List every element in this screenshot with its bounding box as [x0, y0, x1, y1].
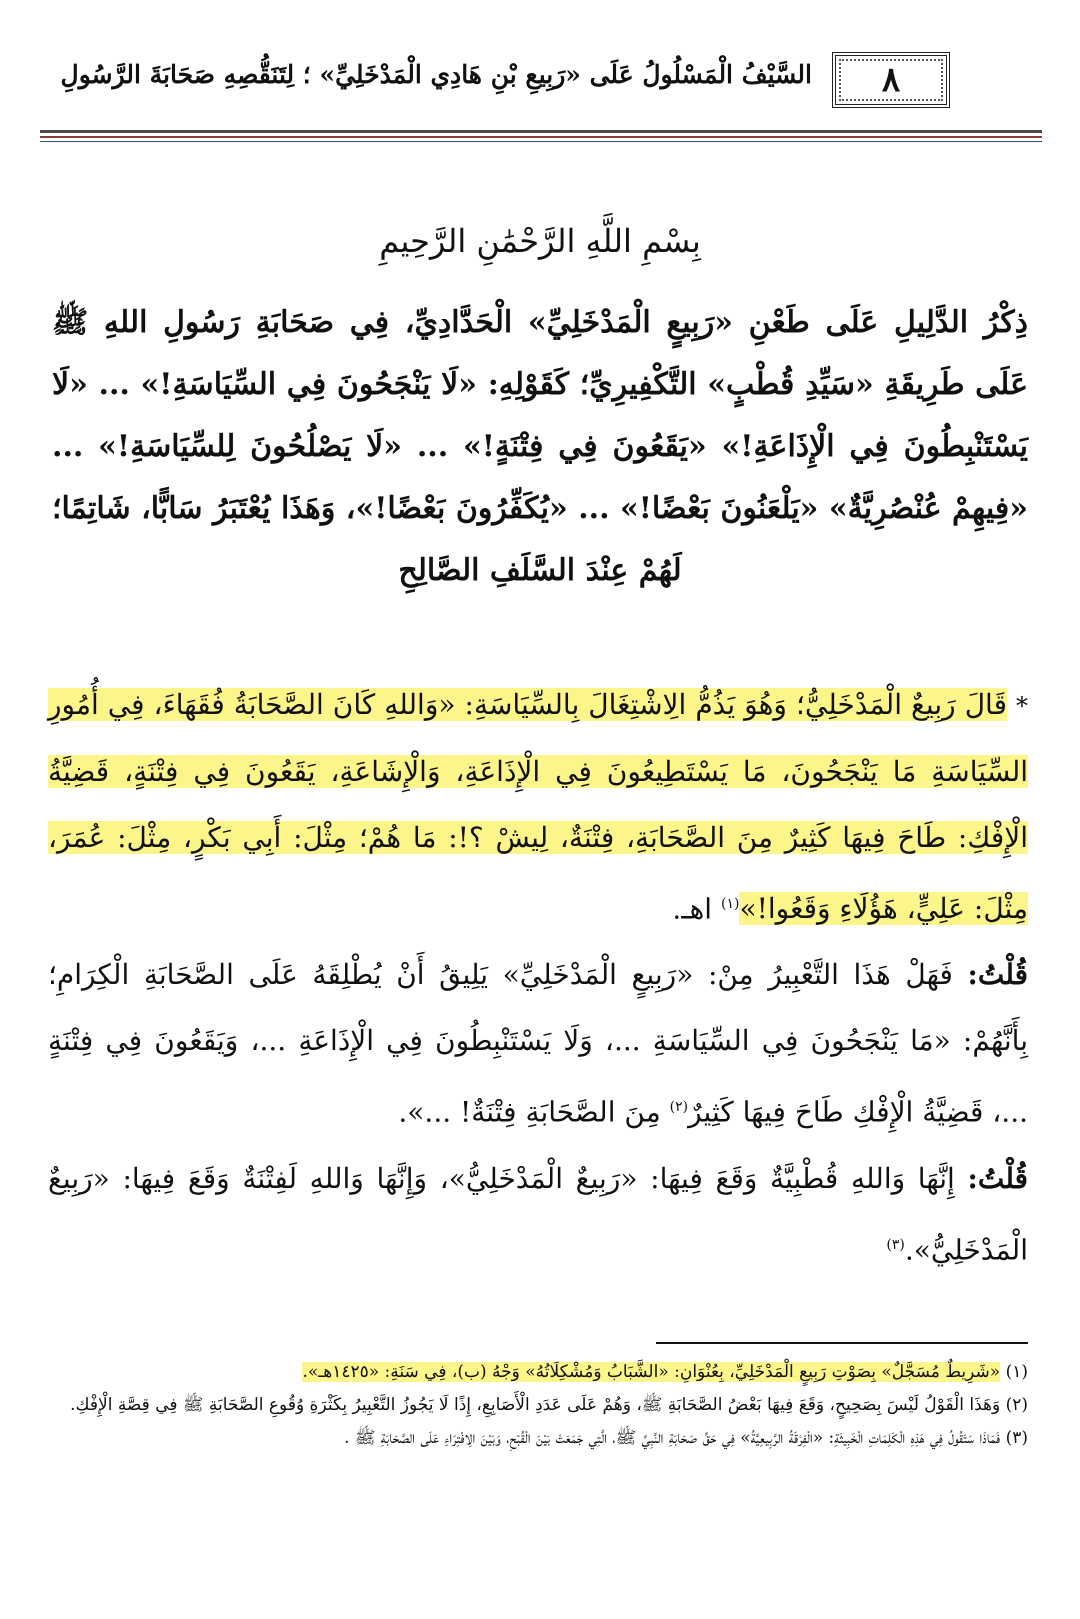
- footnote-ref-1[interactable]: (١): [720, 896, 740, 912]
- footnote-1: [48, 1356, 1028, 1389]
- footnote-ref-3[interactable]: (٣): [886, 1236, 905, 1253]
- footnote-2: (٢) وَهَذَا الْقَوْلُ لَيْسَ بِصَحِيحٍ، وَقَعَ فِيهَا بَعْضُ الصَّحَابَةِ ﷺ، وَهُمْ عَلَى عَدَدِ الْأَصَابِعِ، إِذًا لَا يَجُوزُ التَّعْبِيرُ بِكَثْرَةِ وُقُوعِ الصَّحَابَةِ ﷺ فِي قِصَّةِ الْإِفْكِ.: [70, 1395, 1028, 1415]
- section-heading: ذِكْرُ الدَّلِيلِ عَلَى طَعْنِ «رَبِيعٍ الْمَدْخَلِيِّ» الْحَدَّادِيِّ، فِي صَحَابَةِ رَسُولِ اللهِ ﷺ عَلَى طَرِيقَةِ «سَيِّدِ قُطْبٍ» التَّكْفِيرِيِّ؛ كَقَوْلِهِ: «لَا يَنْجَحُونَ فِي السِّيَاسَةِ!» ... «لَا يَسْتَنْبِطُونَ فِي الْإِذَاعَةِ!» «يَقَعُونَ فِي فِتْنَةٍ!» ... «لَا يَصْلُحُونَ لِلسِّيَاسَةِ!» ... «فِيهِمْ عُنْصُرِيَّةٌ» «يَلْعَنُونَ بَعْضًا!» ... «يُكَفِّرُونَ بَعْضًا!»، وَهَذَا يُعْتَبَرُ سَابًّا، شَاتِمًا؛ لَهُمْ عِنْدَ السَّلَفِ الصَّالِحِ: [52, 305, 1028, 588]
- paragraph-quote: [48, 672, 1028, 942]
- footnote-3: (٣) فَمَاذَا سَتَقُولُ فِي هَذِهِ الْكَلِمَاتِ الْخَبِيثَةِ: «الْفِرْقَةُ الرَّبِيعِيَّةُ» فِي حَقِّ صَحَابَةِ النَّبِيِّ ﷺ، الَّتِي جَمَعَتْ بَيْنَ الْقُبْحِ، وَبَيْنَ الِافْتِرَاءِ عَلَى الصَّحَابَةِ ﷺ .: [344, 1428, 1028, 1448]
- footnote-separator: [656, 1342, 1028, 1344]
- basmala: بِسْمِ اللَّهِ الرَّحْمَٰنِ الرَّحِيمِ: [379, 222, 701, 260]
- paragraph-comment-2: [48, 1146, 1028, 1283]
- header-rule: [40, 141, 1042, 142]
- main-text: [48, 672, 1028, 1283]
- footnote-1-text: «شَرِيطٌ مُسَجَّلٌ» بِصَوْتِ رَبِيعٍ الْمَدْخَلِيِّ، بِعُنْوَانِ: «الشَّبَابُ وَمُشْكِلَاتُهُ» وَجْهُ (ب)، فِي سَنَةِ: «١٤٢٥هـ».: [302, 1362, 1001, 1382]
- running-title: السَّيْفُ الْمَسْلُولُ عَلَى «رَبِيعِ بْنِ هَادِي الْمَدْخَلِيِّ» ؛ لِتَنَقُّصِهِ صَحَابَةَ الرَّسُولِ: [60, 60, 812, 89]
- footnote-ref-2[interactable]: (٢): [669, 1099, 689, 1116]
- footnotes: [48, 1356, 1028, 1455]
- paragraph-text: فَهَلْ هَذَا التَّعْبِيرُ مِنْ: «رَبِيعٍ الْمَدْخَلِيِّ» يَلِيقُ أَنْ يُطْلِقَهُ عَلَى الصَّحَابَةِ الْكِرَامِ؛ بِأَنَّهُمْ: «مَا يَنْجَحُونَ فِي السِّيَاسَةِ ...، وَلَا يَسْتَنْبِطُونَ فِي الْإِذَاعَةِ ...، وَيَقَعُونَ فِي فِتْنَةٍ ...، قَضِيَّةُ الْإِفْكِ طَاحَ فِيهَا كَثِيرٌ: [48, 958, 1029, 1129]
- header-rule: [40, 136, 1042, 138]
- asterisk-marker: *: [1016, 692, 1028, 720]
- qultu-lead: قُلْتُ:: [967, 958, 1028, 992]
- paragraph-text: إِنَّهَا وَاللهِ قُطْبِيَّةٌ وَقَعَ فِيهَا: «رَبِيعٌ الْمَدْخَلِيُّ»، وَإِنَّهَا وَاللهِ لَفِتْنَةٌ وَقَعَ فِيهَا: «رَبِيعٌ الْمَدْخَلِيُّ».: [48, 1161, 1028, 1266]
- header-rule: [40, 130, 1042, 133]
- page-number: ٨: [881, 60, 901, 100]
- page-header: [40, 52, 1042, 122]
- paragraph-text: مِنَ الصَّحَابَةِ فِتْنَةٌ! ...».: [398, 1095, 670, 1129]
- footnote-number: (١): [1005, 1362, 1028, 1382]
- quote-end: اهـ.: [672, 892, 721, 926]
- paragraph-comment-1: [48, 942, 1028, 1145]
- qultu-lead: قُلْتُ:: [967, 1161, 1028, 1195]
- page-number-box: [832, 52, 950, 108]
- highlighted-quote: قَالَ رَبِيعٌ الْمَدْخَلِيُّ؛ وَهُوَ يَذُمُّ الِاشْتِغَالَ بِالسِّيَاسَةِ: «وَاللهِ كَانَ الصَّحَابَةُ فُقَهَاءَ، فِي أُمُورِ السِّيَاسَةِ مَا يَنْجَحُونَ، مَا يَسْتَطِيعُونَ فِي الْإِذَاعَةِ، وَالْإِشَاعَةِ، يَقَعُونَ فِي فِتْنَةٍ، قَضِيَّةُ الْإِفْكِ: طَاحَ فِيهَا كَثِيرٌ مِنَ الصَّحَابَةِ، فِتْنَةٌ، لِيشْ ؟!: مَا هُمْ؛ مِثْلَ: أَبِي بَكْرٍ، مِثْلَ: عُمَرَ، مِثْلَ: عَلِيٍّ، هَؤُلَاءِ وَقَعُوا!»: [48, 688, 1028, 926]
